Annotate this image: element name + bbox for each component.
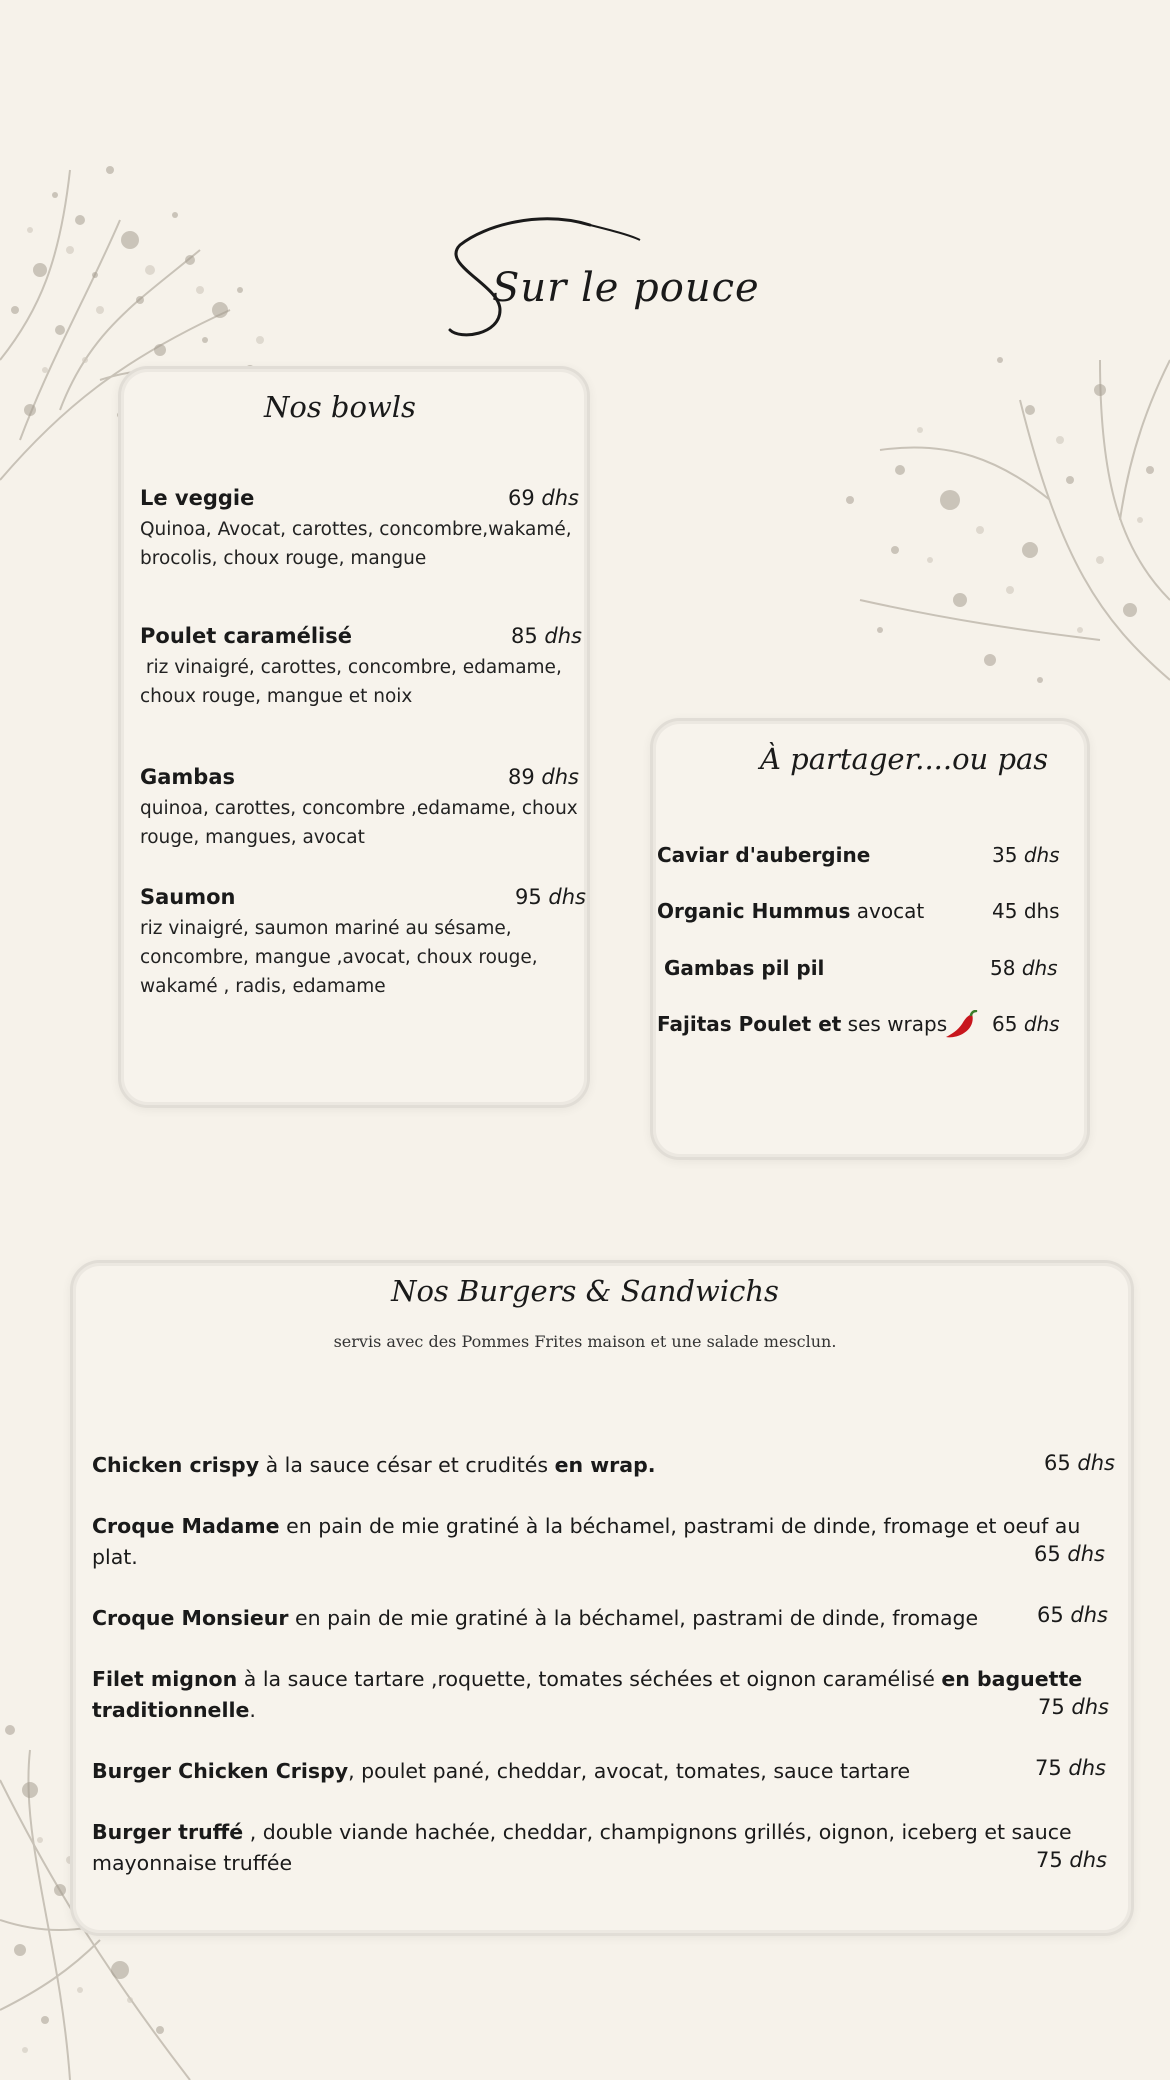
bowl-item-name: Saumon (140, 885, 236, 909)
share-item-name: Gambas pil pil (657, 956, 825, 980)
price-unit: dhs (1077, 1451, 1116, 1475)
burger-item-format: en baguette (941, 1667, 1083, 1691)
bowls-card-title: Nos bowls (264, 390, 416, 424)
price-value: 75 (1036, 1848, 1063, 1872)
bowl-item-price (515, 885, 586, 909)
price-value: 65 (1044, 1451, 1071, 1475)
bowl-item-price (511, 624, 582, 648)
burger-item-name: Croque Monsieur (92, 1606, 289, 1630)
burger-item-price (1036, 1848, 1107, 1872)
burger-item-name: Chicken crispy (92, 1453, 260, 1477)
share-item-name: Fajitas Poulet et (657, 1012, 842, 1036)
burger-item-name: Filet mignon (92, 1667, 238, 1691)
bowl-item-price (508, 765, 579, 789)
share-item-price (992, 899, 1060, 923)
share-item-price (992, 843, 1060, 867)
chili-pepper-icon (944, 1010, 978, 1040)
bowl-item-name: Poulet caramélisé (140, 624, 352, 648)
price-value: 65 (992, 1012, 1018, 1036)
burger-item-description-line-2: mayonnaise truffée (92, 1851, 293, 1875)
share-card-title: À partager....ou pas (760, 742, 1049, 776)
burger-item (92, 1756, 1117, 1787)
page-title (440, 205, 760, 345)
desc-line: Quinoa, Avocat, carottes, concombre,wakamé, (140, 519, 572, 540)
share-item-price (992, 1012, 1060, 1036)
burger-item-price (1034, 1542, 1105, 1566)
bowl-item-description (140, 794, 580, 852)
price-unit: dhs (541, 486, 580, 510)
price-value: 85 (511, 624, 538, 648)
price-value: 75 (1035, 1756, 1062, 1780)
share-item-name: Caviar d'aubergine (657, 843, 871, 867)
price-value: 35 (992, 843, 1018, 867)
page-title-text: Sur le pouce (492, 265, 760, 311)
desc-line: choux rouge, mangue et noix (140, 686, 413, 707)
floral-decoration-right (800, 300, 1170, 720)
price-value: 45 (992, 899, 1018, 923)
price-unit: dhs (548, 885, 587, 909)
bowl-item-description (140, 653, 580, 711)
share-item-name: Organic Hummus (657, 899, 851, 923)
bowl-item-name: Gambas (140, 765, 235, 789)
burger-item-name: Burger truffé (92, 1820, 244, 1844)
burger-item-description: à la sauce tartare ,roquette, tomates séchées et oignon caramélisé (237, 1667, 942, 1691)
price-unit: dhs (541, 765, 580, 789)
price-unit: dhs (1023, 899, 1060, 923)
burger-item-price (1037, 1603, 1108, 1627)
burger-item (92, 1664, 1117, 1726)
share-item-price (990, 956, 1058, 980)
burger-item-description: , poulet pané, cheddar, avocat, tomates, sauce tartare (348, 1759, 911, 1783)
price-unit: dhs (1071, 1695, 1110, 1719)
desc-line: brocolis, choux rouge, mangue (140, 548, 427, 569)
burgers-card-subtitle: servis avec des Pommes Frites maison et une salade mesclun. (333, 1332, 837, 1351)
price-unit: dhs (1070, 1603, 1109, 1627)
burger-item-description-line-2: . (249, 1698, 256, 1722)
desc-line: quinoa, carottes, concombre ,edamame, choux (140, 798, 578, 819)
burger-item-name: Burger Chicken Crispy (92, 1759, 349, 1783)
burger-item-description: en pain de mie gratiné à la béchamel, pastrami de dinde, fromage et oeuf au (279, 1514, 1081, 1538)
burger-item-description: en pain de mie gratiné à la béchamel, pastrami de dinde, fromage (288, 1606, 979, 1630)
price-unit: dhs (544, 624, 583, 648)
burger-item-format: en wrap. (554, 1453, 656, 1477)
bowl-item-price (508, 486, 579, 510)
burger-item-format-line-2: traditionnelle (92, 1698, 250, 1722)
price-value: 69 (508, 486, 535, 510)
price-value: 58 (990, 956, 1016, 980)
burger-item-description: , double viande hachée, cheddar, champignons grillés, oignon, iceberg et sauce (243, 1820, 1072, 1844)
bowl-item-description (140, 515, 580, 573)
desc-line: rouge, mangues, avocat (140, 827, 365, 848)
price-unit: dhs (1023, 1012, 1060, 1036)
burger-item-description-line-2: plat. (92, 1545, 138, 1569)
price-unit: dhs (1068, 1756, 1107, 1780)
price-unit: dhs (1023, 843, 1060, 867)
desc-line: wakamé , radis, edamame (140, 976, 386, 997)
share-item-detail: avocat (850, 899, 925, 923)
burger-item-price (1035, 1756, 1106, 1780)
burger-item-price (1044, 1451, 1115, 1475)
price-unit: dhs (1067, 1542, 1106, 1566)
desc-line: riz vinaigré, saumon mariné au sésame, (140, 918, 512, 939)
bowl-item-name: Le veggie (140, 486, 255, 510)
price-unit: dhs (1021, 956, 1058, 980)
price-value: 75 (1038, 1695, 1065, 1719)
bowl-item-description (140, 914, 580, 1001)
share-item-detail: ses wraps (841, 1012, 948, 1036)
burger-item-description: à la sauce césar et crudités (259, 1453, 555, 1477)
desc-line: riz vinaigré, carottes, concombre, edamame, (140, 657, 562, 678)
burger-item-price (1038, 1695, 1109, 1719)
desc-line: concombre, mangue ,avocat, choux rouge, (140, 947, 538, 968)
burger-item (92, 1511, 1117, 1573)
burger-item-name: Croque Madame (92, 1514, 280, 1538)
price-value: 65 (1034, 1542, 1061, 1566)
burgers-card-title: Nos Burgers & Sandwichs (391, 1274, 779, 1308)
burger-item (92, 1817, 1117, 1879)
price-value: 95 (515, 885, 542, 909)
share-card (650, 718, 1090, 1160)
price-value: 65 (1037, 1603, 1064, 1627)
price-value: 89 (508, 765, 535, 789)
burger-item (92, 1450, 1117, 1481)
price-unit: dhs (1069, 1848, 1108, 1872)
burger-item (92, 1603, 1117, 1634)
